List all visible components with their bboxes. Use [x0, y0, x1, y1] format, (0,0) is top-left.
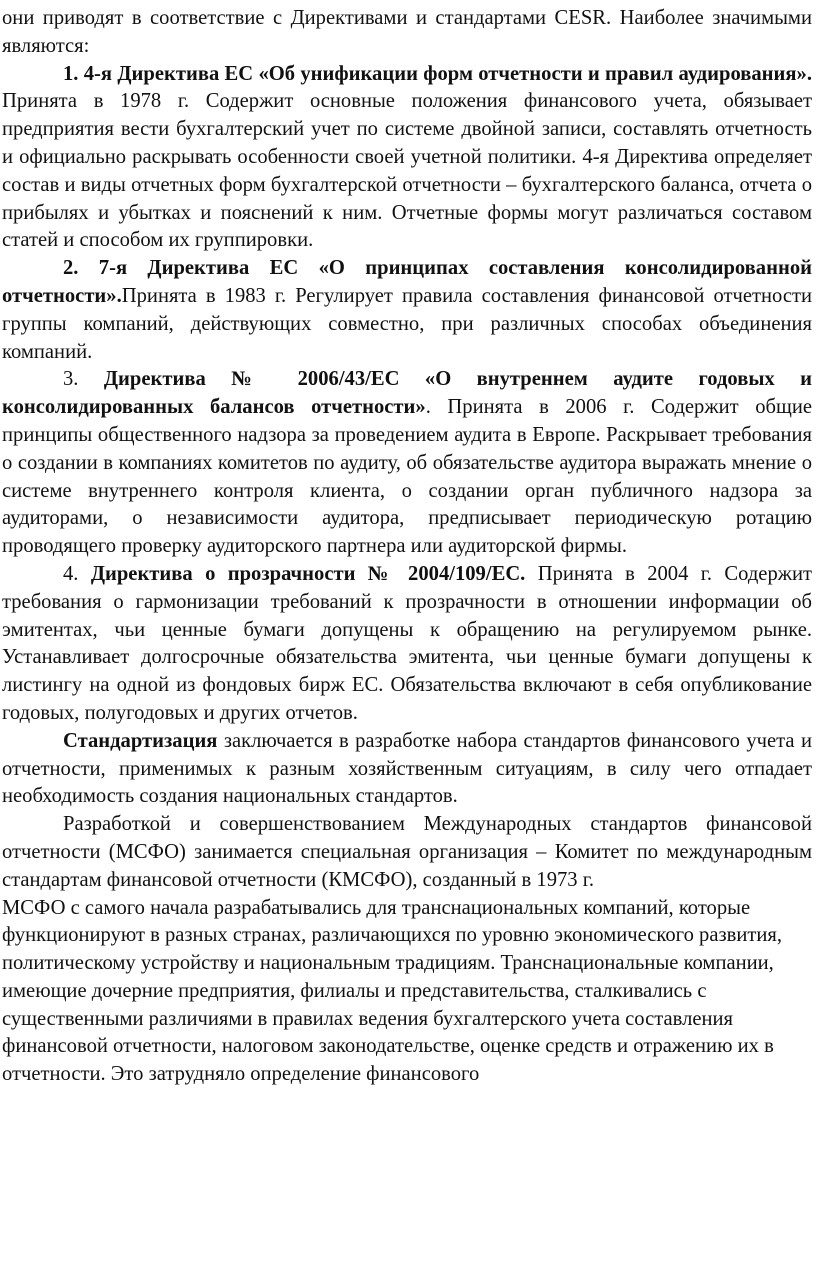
directive-4-text: Принята в 1978 г. Содержит основные положения финансового учета, обязывает предприятия вести бухгалтерский учет по системе двойной записи, составлять отчетность и официально раскрывать особенности своей учетной политики. 4-я Директива определяет состав и виды отчетных форм бухгалтерской отчетности – бухгалтерского баланса, отчета о прибылях и убытках и пояснений к ним. Отчетные формы могут различаться составом статей и способом их группировки. — [2, 90, 812, 252]
paragraph-intro — [2, 5, 812, 61]
directive-2006-43-heading: Директива № 2006/43/ЕС «О внутреннем аудите годовых и консолидированных балансов отчетности» — [2, 368, 812, 419]
paragraph-directive-2004-109 — [2, 561, 812, 728]
ifrs-committee-text: Разработкой и совершенствованием Международных стандартов финансовой отчетности (МСФО) занимается специальная организация – Комитет по международным стандартам финансовой отчетности (КМСФО), созданный в 1973 г. — [2, 813, 812, 891]
paragraph-ifrs-committee — [2, 811, 812, 894]
directive-2006-43-text: . Принята в 2006 г. Содержит общие принципы общественного надзора за проведением аудита в Европе. Раскрывает требования о создании в компаниях комитетов по аудиту, об обязательстве аудитора выражать мнение о системе внутреннего контроля клиента, о создании орган публичного надзора за аудиторами, о независимости аудитора, предписывает периодическую ротацию проводящего проверку аудиторского партнера или аудиторской фирмы. — [2, 396, 812, 558]
directive-7-heading: 2. 7-я Директива ЕС «О принципах составления консолидированной отчетности». — [2, 257, 812, 307]
standardization-term: Стандартизация — [63, 729, 218, 752]
paragraph-intro-text: они приводят в соответствие с Директивами и стандартами CESR. Наиболее значимыми являются: — [2, 7, 812, 57]
paragraph-directive-2006-43 — [2, 366, 812, 561]
paragraph-ifrs-transnational — [2, 895, 812, 1090]
paragraph-directive-4 — [2, 61, 812, 256]
paragraph-standardization — [2, 728, 812, 811]
directive-2004-109-number: 4. — [63, 562, 91, 585]
directive-2006-43-number: 3. — [63, 368, 104, 391]
directive-4-heading: 1. 4-я Директива ЕС «Об унификации форм отчетности и правил аудирования». — [63, 62, 812, 85]
directive-2004-109-text: Принята в 2004 г. Содержит требования о гармонизации требований к прозрачности в отношении информации об эмитентах, чьи ценные бумаги допущены к обращению на регулируемом рынке. Устанавливает долгосрочные обязательства эмитента, чьи ценные бумаги допущены к листингу на одной из фондовых бирж ЕС. Обязательства включают в себя опубликование годовых, полугодовых и других отчетов. — [2, 562, 812, 724]
ifrs-transnational-text: МСФО с самого начала разрабатывались для транснациональных компаний, которые функционируют в разных странах, различающихся по уровню экономического развития, политическому устройству и национальным традициям. Транснациональные компании, имеющие дочерние предприятия, филиалы и представительства, сталкивались с существенными различиями в правилах ведения бухгалтерского учета составления финансовой отчетности, налоговом законодательстве, оценке средств и отражению их в отчетности. Это затрудняло определение финансового — [2, 896, 782, 1086]
directive-2004-109-heading: Директива о прозрачности № 2004/109/ЕС. — [90, 562, 526, 585]
paragraph-directive-7 — [2, 255, 812, 366]
directive-7-text: Принята в 1983 г. Регулирует правила составления финансовой отчетности группы компаний, действующих совместно, при различных способах объединения компаний. — [2, 284, 812, 363]
standardization-text: заключается в разработке набора стандартов финансового учета и отчетности, применимых к разным хозяйственным ситуациям, в силу чего отпадает необходимость создания национальных стандартов. — [2, 729, 812, 808]
